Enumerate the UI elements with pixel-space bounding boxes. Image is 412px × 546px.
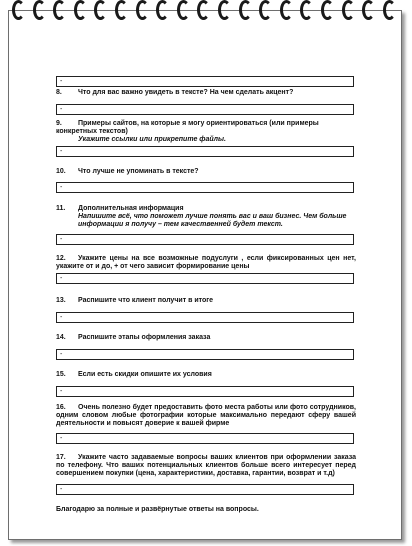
- question-13: 13. Распишите что клиент получит в итоге: [56, 297, 214, 304]
- closing-text: Благодарю за полные и развёрнутые ответы на вопросы.: [56, 506, 259, 513]
- answer-box-17[interactable]: -: [56, 484, 354, 495]
- binding-ring: [53, 0, 66, 20]
- binding-ring: [300, 0, 313, 20]
- binding-ring: [94, 0, 107, 20]
- answer-box-12[interactable]: -: [56, 273, 354, 284]
- binding-ring: [74, 0, 87, 20]
- answer-box-10[interactable]: -: [56, 182, 354, 193]
- question-9: 9. Примеры сайтов, на которые я могу ориентироваться (или примеры конкретных текстов) Укажите ссылки или прикрепите файлы.: [56, 120, 319, 143]
- question-8: 8. Что для вас важно увидеть в тексте? На чем сделать акцент?: [56, 89, 294, 96]
- spiral-binding: [0, 0, 412, 26]
- binding-ring: [383, 0, 396, 20]
- answer-box[interactable]: -: [56, 76, 354, 87]
- question-14: 14. Распишите этапы оформления заказа: [56, 334, 211, 341]
- answer-box-16[interactable]: -: [56, 433, 354, 444]
- binding-ring: [156, 0, 169, 20]
- question-15: 15. Если есть скидки опишите их условия: [56, 371, 212, 378]
- answer-box-11[interactable]: -: [56, 234, 354, 245]
- binding-ring: [33, 0, 46, 20]
- binding-ring: [321, 0, 334, 20]
- binding-ring: [177, 0, 190, 20]
- question-16: 16. Очень полезно будет предоставить фото места работы или фото сотрудников, одним словом любые фотографии которые максимально передают сферу вашей деятельности и повысят доверие к вашей фирме: [56, 404, 356, 427]
- answer-box-14[interactable]: -: [56, 349, 354, 360]
- binding-ring: [218, 0, 231, 20]
- question-12: 12. Укажите цены на все возможные подуслуги , если фиксированных цен нет, укажите от и до, + от чего зависит формирование цены: [56, 255, 356, 270]
- binding-ring: [259, 0, 272, 20]
- binding-ring: [12, 0, 25, 20]
- question-10: 10. Что лучше не упоминать в тексте?: [56, 168, 199, 175]
- binding-ring: [239, 0, 252, 20]
- answer-box-8[interactable]: -: [56, 104, 354, 115]
- question-11: 11. Дополнительная информация Напишите всё, что поможет лучше понять вас и ваш бизнес. Чем больше информации я получу – тем качественней будет текст.: [56, 205, 347, 228]
- binding-ring: [342, 0, 355, 20]
- answer-box-15[interactable]: -: [56, 386, 354, 397]
- question-17: 17. Укажите часто задаваемые вопросы ваших клиентов при оформлении заказа по телефону. Что ваших потенциальных клиентов больше всего интересует перед совершением покупки (цена, характеристики, доставка, гарантии, возврат и т.д): [56, 454, 356, 477]
- binding-ring: [197, 0, 210, 20]
- answer-box-13[interactable]: -: [56, 312, 354, 323]
- binding-ring: [136, 0, 149, 20]
- binding-ring: [115, 0, 128, 20]
- binding-ring: [280, 0, 293, 20]
- answer-box-9[interactable]: -: [56, 146, 354, 157]
- binding-ring: [362, 0, 375, 20]
